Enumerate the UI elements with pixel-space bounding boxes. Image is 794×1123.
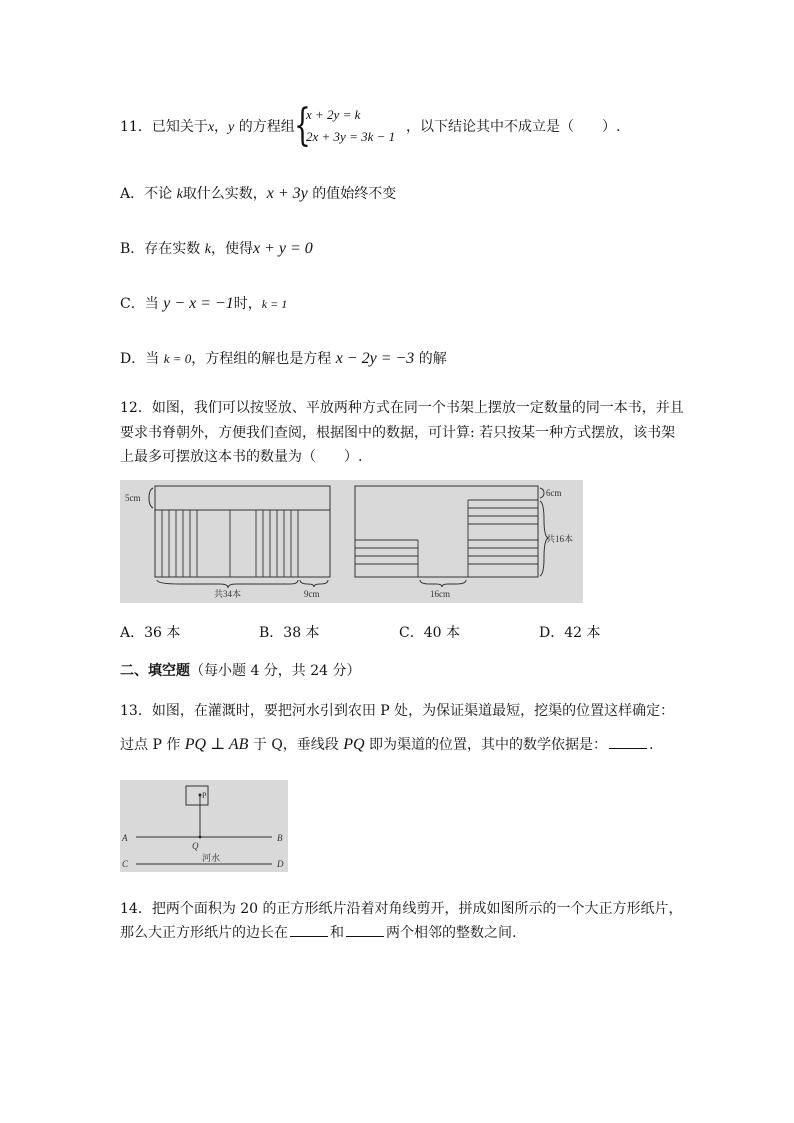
q14-line-2-a: 那么大正方形纸片的边长在	[120, 925, 288, 941]
q11-var-y: y	[228, 120, 235, 135]
q11-lead2: 的方程组	[234, 119, 295, 135]
q12-left-bottom-label: 共34本	[214, 589, 242, 599]
q13-perpendicular-expr: PQ ⊥ AB	[184, 736, 249, 753]
q11-option-d-expr2: x − 2y = −3	[335, 350, 415, 367]
q13-line-2-b: 于 Q，垂线段	[248, 737, 344, 753]
q13-label-c: C	[122, 859, 129, 869]
q11-option-b-k: k	[204, 242, 211, 257]
q11-tail: ，以下结论其中不成立是（ ）.	[406, 119, 621, 135]
q11-option-c-expr: y − x = −1	[163, 295, 234, 312]
q12-option-d[interactable]: D．42 本	[539, 625, 601, 641]
q11-equation-1: x + 2y = k	[306, 107, 361, 122]
q11-option-d[interactable]	[120, 348, 447, 368]
q11-var-x: x	[207, 120, 215, 135]
q11-option-d-expr: k = 0	[163, 351, 192, 366]
q12-option-b[interactable]: B．38 本	[259, 625, 320, 641]
q11-option-a[interactable]	[120, 183, 396, 203]
q13-label-b: B	[277, 833, 283, 843]
q11-option-a-mid: 取什么实数，	[182, 186, 267, 202]
q11-option-d-tail: 的解	[414, 351, 447, 367]
q12-line-3: 上最多可摆放这本书的数量为（ ）.	[120, 449, 363, 465]
q12-right-bottom-label: 16cm	[430, 589, 450, 599]
q11-equation-2: 2x + 3y = 3k − 1	[306, 129, 396, 144]
q12-bookshelf-svg	[120, 480, 583, 603]
q11-option-b-mid: ，使得	[210, 241, 253, 257]
q12-vertical-books	[162, 510, 298, 577]
q13-label-p: P	[202, 791, 207, 800]
q12-option-a[interactable]: A．36 本	[120, 625, 181, 641]
q11-comma: ，	[214, 119, 229, 135]
q14-line-1: 14．把两个面积为 20 的正方形纸片沿着对角线剪开，拼成如图所示的一个大正方形纸片，	[120, 901, 683, 917]
q13-line-2-c: 即为渠道的位置，其中的数学依据是：	[364, 737, 608, 753]
q12-left-top-label: 5cm	[125, 493, 141, 503]
q14-answer-blank-2[interactable]	[346, 924, 384, 937]
q12-bookshelf-figure	[120, 480, 583, 603]
q11-option-b-prefix: B．存在实数	[120, 241, 205, 257]
q12-line-2: 要求书脊朝外，方便我们查阅，根据图中的数据，可计算: 若只按某一种方式摆放，该书架	[120, 425, 676, 441]
q11-option-a-k: k	[176, 187, 183, 202]
q11-option-a-expr: x + 3y	[266, 185, 308, 202]
q11-option-c[interactable]	[120, 293, 287, 313]
q12-option-c[interactable]: C．40 本	[399, 625, 460, 641]
q13-river-svg	[120, 780, 288, 872]
q14-line-2-c: 两个相邻的整数之间.	[386, 925, 517, 941]
q13-pq: PQ	[343, 736, 365, 753]
section-2-note: （每小题 4 分，共 24 分）	[190, 663, 361, 679]
section-2-title: 二、填空题	[120, 663, 190, 679]
q14-answer-blank-1[interactable]	[290, 924, 328, 937]
q14-line-2-b: 和	[330, 925, 344, 941]
q13-label-q: Q	[192, 841, 199, 851]
q12-right-side-label: 共16本	[546, 534, 574, 544]
q13-river-figure	[120, 780, 288, 872]
q12-line-1: 12．如图，我们可以按竖放、平放两种方式在同一个书架上摆放一定数量的同一本书，并且	[120, 400, 684, 416]
section-2-heading	[120, 660, 361, 680]
q11-stem	[120, 116, 295, 136]
q13-label-river: 河水	[202, 853, 221, 863]
q11-option-c-prefix: C．当	[120, 296, 164, 312]
q13-line-2	[120, 734, 653, 754]
q11-option-b-expr: x + y = 0	[252, 240, 313, 257]
q13-line-2-end: .	[649, 737, 654, 753]
q11-option-a-tail: 的值始终不变	[307, 186, 397, 202]
q11-option-d-mid: ，方程组的解也是方程	[191, 351, 336, 367]
q13-line-1: 13．如图，在灌溉时，要把河水引到农田 P 处，为保证渠道最短，挖渠的位置这样确定：	[120, 703, 675, 719]
q13-answer-blank[interactable]	[609, 736, 647, 749]
q13-label-d: D	[277, 859, 284, 869]
q13-label-a: A	[122, 833, 128, 843]
q11-option-c-mid: 时，	[233, 296, 262, 312]
q11-option-a-prefix: A．不论	[120, 186, 177, 202]
q12-horizontal-books	[355, 500, 538, 577]
q11-option-b[interactable]	[120, 238, 313, 258]
q12-left-gap-label: 9cm	[304, 589, 320, 599]
q13-line-2-a: 过点 P 作	[120, 737, 185, 753]
q11-option-c-expr2: k = 1	[261, 297, 288, 311]
q11-option-d-prefix: D．当	[120, 351, 164, 367]
q11-lead: 11．已知关于	[120, 119, 208, 135]
q11-system-brace: {	[294, 100, 311, 151]
q14-line-2	[120, 922, 516, 942]
q12-right-top-label: 6cm	[546, 488, 562, 498]
